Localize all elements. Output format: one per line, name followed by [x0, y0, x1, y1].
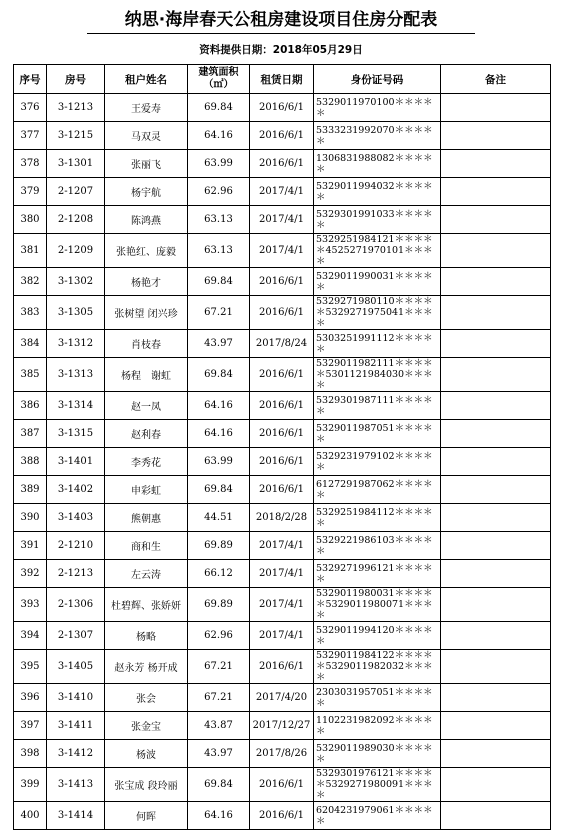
name-cell: 杨略 [105, 622, 188, 650]
room-cell: 2-1210 [47, 532, 105, 560]
area-cell: 44.51 [188, 504, 250, 532]
id-number: 5329251984121＊＊＊＊＊4525271970101＊＊＊＊ [316, 234, 433, 267]
area-cell: 43.97 [188, 740, 250, 768]
name-cell: 张宝成 段玲丽 [105, 768, 188, 802]
id-cell [314, 296, 441, 330]
note-cell [441, 94, 551, 122]
table-row [14, 650, 551, 684]
seq-cell: 376 [14, 94, 47, 122]
table-row [14, 420, 551, 448]
id-cell [314, 476, 441, 504]
id-cell [314, 178, 441, 206]
note-cell [441, 712, 551, 740]
table-row [14, 268, 551, 296]
date-cell: 2016/6/1 [250, 768, 314, 802]
seq-cell: 394 [14, 622, 47, 650]
table-row [14, 768, 551, 802]
header-room: 房号 [47, 65, 105, 94]
name-cell: 张金宝 [105, 712, 188, 740]
id-cell [314, 532, 441, 560]
id-number: 5303251991112＊＊＊＊＊ [316, 332, 433, 355]
id-cell [314, 768, 441, 802]
id-number: 5329221986103＊＊＊＊＊ [316, 534, 433, 557]
id-number: 5329301987111＊＊＊＊＊ [316, 394, 433, 417]
table-row [14, 712, 551, 740]
note-cell [441, 448, 551, 476]
id-number: 5333231992070＊＊＊＊＊ [316, 124, 433, 147]
seq-cell: 388 [14, 448, 47, 476]
room-cell: 3-1402 [47, 476, 105, 504]
name-cell: 杨程 谢虹 [105, 358, 188, 392]
id-number: 5329011987051＊＊＊＊＊ [316, 422, 433, 445]
table-row [14, 532, 551, 560]
date-cell: 2016/6/1 [250, 420, 314, 448]
table-row [14, 448, 551, 476]
id-cell [314, 150, 441, 178]
seq-cell: 387 [14, 420, 47, 448]
area-cell: 64.16 [188, 392, 250, 420]
note-cell [441, 588, 551, 622]
id-number: 5329271980110＊＊＊＊＊5329271975041＊＊＊＊ [316, 296, 433, 329]
table-row [14, 740, 551, 768]
id-cell [314, 622, 441, 650]
area-cell: 69.84 [188, 476, 250, 504]
area-cell: 67.21 [188, 684, 250, 712]
area-cell: 69.84 [188, 358, 250, 392]
seq-cell: 383 [14, 296, 47, 330]
note-cell [441, 122, 551, 150]
area-cell: 43.97 [188, 330, 250, 358]
name-cell: 杜碧辉、张娇妍 [105, 588, 188, 622]
id-number: 5329271996121＊＊＊＊＊ [316, 562, 433, 585]
id-cell [314, 234, 441, 268]
name-cell: 杨波 [105, 740, 188, 768]
date-cell: 2018/2/28 [250, 504, 314, 532]
date-cell: 2017/4/1 [250, 622, 314, 650]
name-cell: 杨艳才 [105, 268, 188, 296]
note-cell [441, 358, 551, 392]
seq-cell: 382 [14, 268, 47, 296]
seq-cell: 399 [14, 768, 47, 802]
note-cell [441, 234, 551, 268]
header-id: 身份证号码 [314, 65, 441, 94]
id-cell [314, 588, 441, 622]
date-cell: 2017/12/27 [250, 712, 314, 740]
seq-cell: 395 [14, 650, 47, 684]
id-cell [314, 740, 441, 768]
table-row [14, 392, 551, 420]
id-number: 5329011980031＊＊＊＊＊5329011980071＊＊＊＊ [316, 588, 433, 621]
seq-cell: 379 [14, 178, 47, 206]
header-seq: 序号 [14, 65, 47, 94]
date-cell: 2017/4/1 [250, 234, 314, 268]
seq-cell: 398 [14, 740, 47, 768]
table-row [14, 122, 551, 150]
id-number: 5329011989030＊＊＊＊＊ [316, 742, 433, 765]
id-cell [314, 420, 441, 448]
header-area-label: 建筑面积 [198, 67, 239, 78]
table-row [14, 504, 551, 532]
date-cell: 2017/8/24 [250, 330, 314, 358]
date-cell: 2017/4/20 [250, 684, 314, 712]
date-cell: 2016/6/1 [250, 392, 314, 420]
id-number: 5329301976121＊＊＊＊＊5329271980091＊＊＊＊ [316, 768, 433, 801]
id-number: 5329011982111＊＊＊＊＊5301121984030＊＊＊＊ [316, 358, 433, 391]
date-cell: 2016/6/1 [250, 296, 314, 330]
area-cell: 69.89 [188, 588, 250, 622]
room-cell: 2-1207 [47, 178, 105, 206]
note-cell [441, 178, 551, 206]
note-cell [441, 392, 551, 420]
area-cell: 69.84 [188, 768, 250, 802]
room-cell: 3-1414 [47, 802, 105, 830]
id-number: 2303031957051＊＊＊＊＊ [316, 686, 433, 709]
room-cell: 3-1313 [47, 358, 105, 392]
date-cell: 2016/6/1 [250, 476, 314, 504]
table-row [14, 330, 551, 358]
area-cell: 62.96 [188, 622, 250, 650]
area-cell: 63.99 [188, 150, 250, 178]
room-cell: 2-1208 [47, 206, 105, 234]
id-cell [314, 392, 441, 420]
id-cell [314, 94, 441, 122]
table-row [14, 178, 551, 206]
table-row [14, 622, 551, 650]
date-cell: 2016/6/1 [250, 802, 314, 830]
id-number: 5329251984112＊＊＊＊＊ [316, 506, 433, 529]
area-cell: 64.16 [188, 420, 250, 448]
table-row [14, 296, 551, 330]
seq-cell: 386 [14, 392, 47, 420]
id-number: 1102231982092＊＊＊＊＊ [316, 714, 433, 737]
date-cell: 2016/6/1 [250, 150, 314, 178]
table-header-row [14, 65, 551, 94]
seq-cell: 377 [14, 122, 47, 150]
id-cell [314, 504, 441, 532]
room-cell: 2-1307 [47, 622, 105, 650]
name-cell: 何晖 [105, 802, 188, 830]
header-area-unit: （㎡） [203, 79, 234, 90]
name-cell: 熊朝惠 [105, 504, 188, 532]
date-cell: 2017/4/1 [250, 532, 314, 560]
area-cell: 63.13 [188, 206, 250, 234]
table-row [14, 150, 551, 178]
seq-cell: 378 [14, 150, 47, 178]
date-cell: 2016/6/1 [250, 448, 314, 476]
area-cell: 63.13 [188, 234, 250, 268]
name-cell: 申彩虹 [105, 476, 188, 504]
id-cell [314, 358, 441, 392]
room-cell: 2-1213 [47, 560, 105, 588]
name-cell: 马双灵 [105, 122, 188, 150]
seq-cell: 384 [14, 330, 47, 358]
seq-cell: 393 [14, 588, 47, 622]
name-cell: 李秀花 [105, 448, 188, 476]
header-name: 租户姓名 [105, 65, 188, 94]
id-number: 1306831988082＊＊＊＊＊ [316, 152, 433, 175]
id-cell [314, 650, 441, 684]
table-body [14, 94, 551, 830]
table-row [14, 234, 551, 268]
page-title [0, 8, 562, 34]
area-cell: 43.87 [188, 712, 250, 740]
id-number: 5329011994032＊＊＊＊＊ [316, 180, 433, 203]
name-cell: 张会 [105, 684, 188, 712]
date-cell: 2017/4/1 [250, 588, 314, 622]
note-cell [441, 296, 551, 330]
room-cell: 3-1412 [47, 740, 105, 768]
room-cell: 3-1305 [47, 296, 105, 330]
area-cell: 69.89 [188, 532, 250, 560]
page-title-text: 纳思·海岸春天公租房建设项目住房分配表 [87, 8, 475, 34]
area-cell: 62.96 [188, 178, 250, 206]
id-cell [314, 448, 441, 476]
seq-cell: 397 [14, 712, 47, 740]
id-number: 5329011984122＊＊＊＊＊5329011982032＊＊＊＊ [316, 650, 433, 683]
note-cell [441, 768, 551, 802]
id-number: 6127291987062＊＊＊＊＊ [316, 478, 433, 501]
header-area [188, 65, 250, 94]
header-note: 备注 [441, 65, 551, 94]
table-row [14, 802, 551, 830]
id-cell [314, 330, 441, 358]
date-cell: 2017/8/26 [250, 740, 314, 768]
room-cell: 3-1301 [47, 150, 105, 178]
name-cell: 左云涛 [105, 560, 188, 588]
id-number: 5329231979102＊＊＊＊＊ [316, 450, 433, 473]
id-cell [314, 268, 441, 296]
room-cell: 3-1215 [47, 122, 105, 150]
date-cell: 2016/6/1 [250, 94, 314, 122]
id-number: 5329301991033＊＊＊＊＊ [316, 208, 433, 231]
area-cell: 66.12 [188, 560, 250, 588]
area-cell: 67.21 [188, 296, 250, 330]
name-cell: 张树望 闭兴珍 [105, 296, 188, 330]
note-cell [441, 802, 551, 830]
seq-cell: 391 [14, 532, 47, 560]
id-cell [314, 122, 441, 150]
room-cell: 3-1315 [47, 420, 105, 448]
note-cell [441, 476, 551, 504]
id-cell [314, 712, 441, 740]
room-cell: 3-1213 [47, 94, 105, 122]
date-cell: 2017/4/1 [250, 206, 314, 234]
data-date: 资料提供日期：2018年05月29日 [199, 44, 363, 56]
room-cell: 3-1401 [47, 448, 105, 476]
name-cell: 陈鸿燕 [105, 206, 188, 234]
seq-cell: 396 [14, 684, 47, 712]
room-cell: 3-1403 [47, 504, 105, 532]
note-cell [441, 622, 551, 650]
area-cell: 69.84 [188, 94, 250, 122]
note-cell [441, 420, 551, 448]
name-cell: 赵一凤 [105, 392, 188, 420]
name-cell: 赵利春 [105, 420, 188, 448]
seq-cell: 385 [14, 358, 47, 392]
name-cell: 张艳红、庞毅 [105, 234, 188, 268]
table-row [14, 476, 551, 504]
header-date: 租赁日期 [250, 65, 314, 94]
name-cell: 肖枝春 [105, 330, 188, 358]
area-cell: 67.21 [188, 650, 250, 684]
table-row [14, 560, 551, 588]
date-cell: 2016/6/1 [250, 358, 314, 392]
seq-cell: 380 [14, 206, 47, 234]
name-cell: 赵永芳 杨开成 [105, 650, 188, 684]
note-cell [441, 740, 551, 768]
name-cell: 王爱寿 [105, 94, 188, 122]
date-cell: 2016/6/1 [250, 122, 314, 150]
room-cell: 3-1410 [47, 684, 105, 712]
room-cell: 3-1413 [47, 768, 105, 802]
seq-cell: 381 [14, 234, 47, 268]
seq-cell: 389 [14, 476, 47, 504]
note-cell [441, 532, 551, 560]
note-cell [441, 560, 551, 588]
name-cell: 商和生 [105, 532, 188, 560]
date-cell: 2017/4/1 [250, 178, 314, 206]
date-cell: 2016/6/1 [250, 268, 314, 296]
table-row [14, 358, 551, 392]
area-cell: 64.16 [188, 802, 250, 830]
id-cell [314, 206, 441, 234]
area-cell: 64.16 [188, 122, 250, 150]
note-cell [441, 206, 551, 234]
id-number: 5329011990031＊＊＊＊＊ [316, 270, 433, 293]
name-cell: 杨宇航 [105, 178, 188, 206]
id-number: 5329011994120＊＊＊＊＊ [316, 624, 433, 647]
room-cell: 3-1405 [47, 650, 105, 684]
room-cell: 3-1314 [47, 392, 105, 420]
room-cell: 3-1312 [47, 330, 105, 358]
note-cell [441, 650, 551, 684]
note-cell [441, 268, 551, 296]
room-cell: 2-1209 [47, 234, 105, 268]
table-row [14, 684, 551, 712]
area-cell: 69.84 [188, 268, 250, 296]
date-cell: 2017/4/1 [250, 560, 314, 588]
room-cell: 3-1302 [47, 268, 105, 296]
note-cell [441, 504, 551, 532]
room-cell: 2-1306 [47, 588, 105, 622]
allocation-table [13, 64, 551, 830]
date-cell: 2016/6/1 [250, 650, 314, 684]
note-cell [441, 150, 551, 178]
note-cell [441, 330, 551, 358]
name-cell: 张丽飞 [105, 150, 188, 178]
room-cell: 3-1411 [47, 712, 105, 740]
table-row [14, 588, 551, 622]
note-cell [441, 684, 551, 712]
id-cell [314, 560, 441, 588]
id-cell [314, 802, 441, 830]
table-row [14, 94, 551, 122]
seq-cell: 392 [14, 560, 47, 588]
id-cell [314, 684, 441, 712]
area-cell: 63.99 [188, 448, 250, 476]
id-number: 6204231979061＊＊＊＊＊ [316, 804, 433, 827]
seq-cell: 390 [14, 504, 47, 532]
table-row [14, 206, 551, 234]
id-number: 5329011970100＊＊＊＊＊ [316, 96, 433, 119]
seq-cell: 400 [14, 802, 47, 830]
